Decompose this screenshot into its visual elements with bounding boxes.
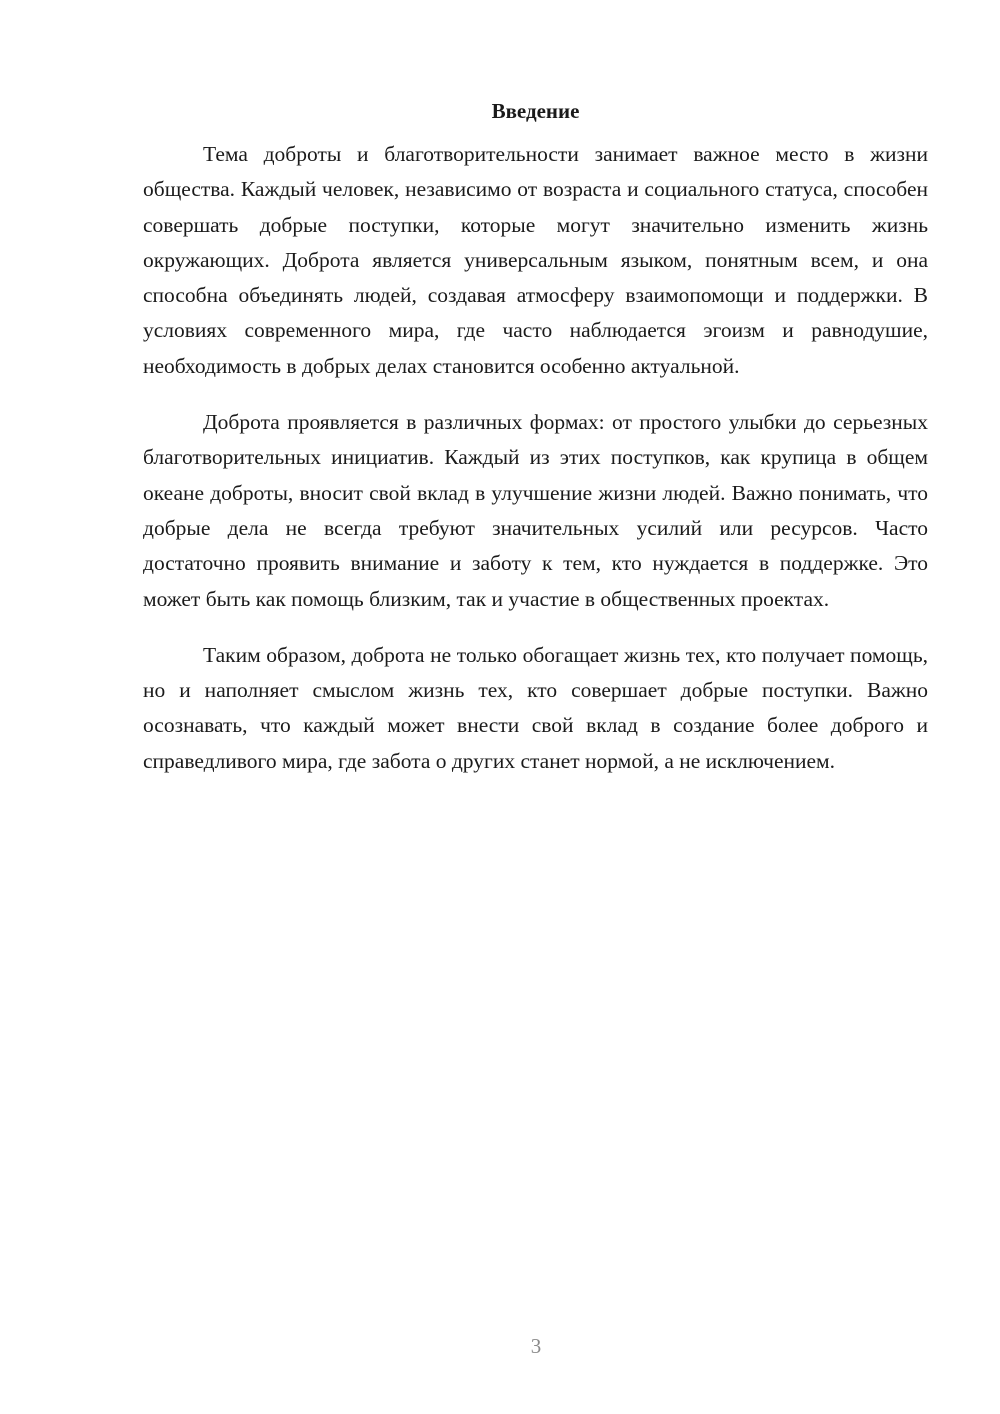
section-title: Введение	[491, 99, 580, 123]
page-content	[143, 96, 928, 800]
paragraph-3: Таким образом, доброта не только обогащает жизнь тех, кто получает помощь, но и наполняет смыслом жизнь тех, кто совершает добрые поступки. Важно осознавать, что каждый может внести свой вклад в создание более доброго и справедливого мира, где забота о других станет нормой, а не исключением.	[143, 642, 928, 773]
paragraph-2: Доброта проявляется в различных формах: от простого улыбки до серьезных благотворительных инициатив. Каждый из этих поступков, как крупица в общем океане доброты, вносит свой вклад в улучшение жизни людей. Важно понимать, что добрые дела не всегда требуют значительных усилий или ресурсов. Часто достаточно проявить внимание и заботу к тем, кто нуждается в поддержке. Это может быть как помощь близким, так и участие в общественных проектах.	[143, 410, 928, 611]
page-number: 3	[530, 1334, 542, 1358]
paragraph-1: Тема доброты и благотворительности занимает важное место в жизни общества. Каждый человек, независимо от возраста и социального статуса, способен совершать добрые поступки, которые могут значительно изменить жизнь окружающих. Доброта является универсальным языком, понятным всем, и она способна объединять людей, создавая атмосферу взаимопомощи и поддержки. В условиях современного мира, где часто наблюдается эгоизм и равнодушие, необходимость в добрых делах становится особенно актуальной.	[143, 142, 928, 378]
